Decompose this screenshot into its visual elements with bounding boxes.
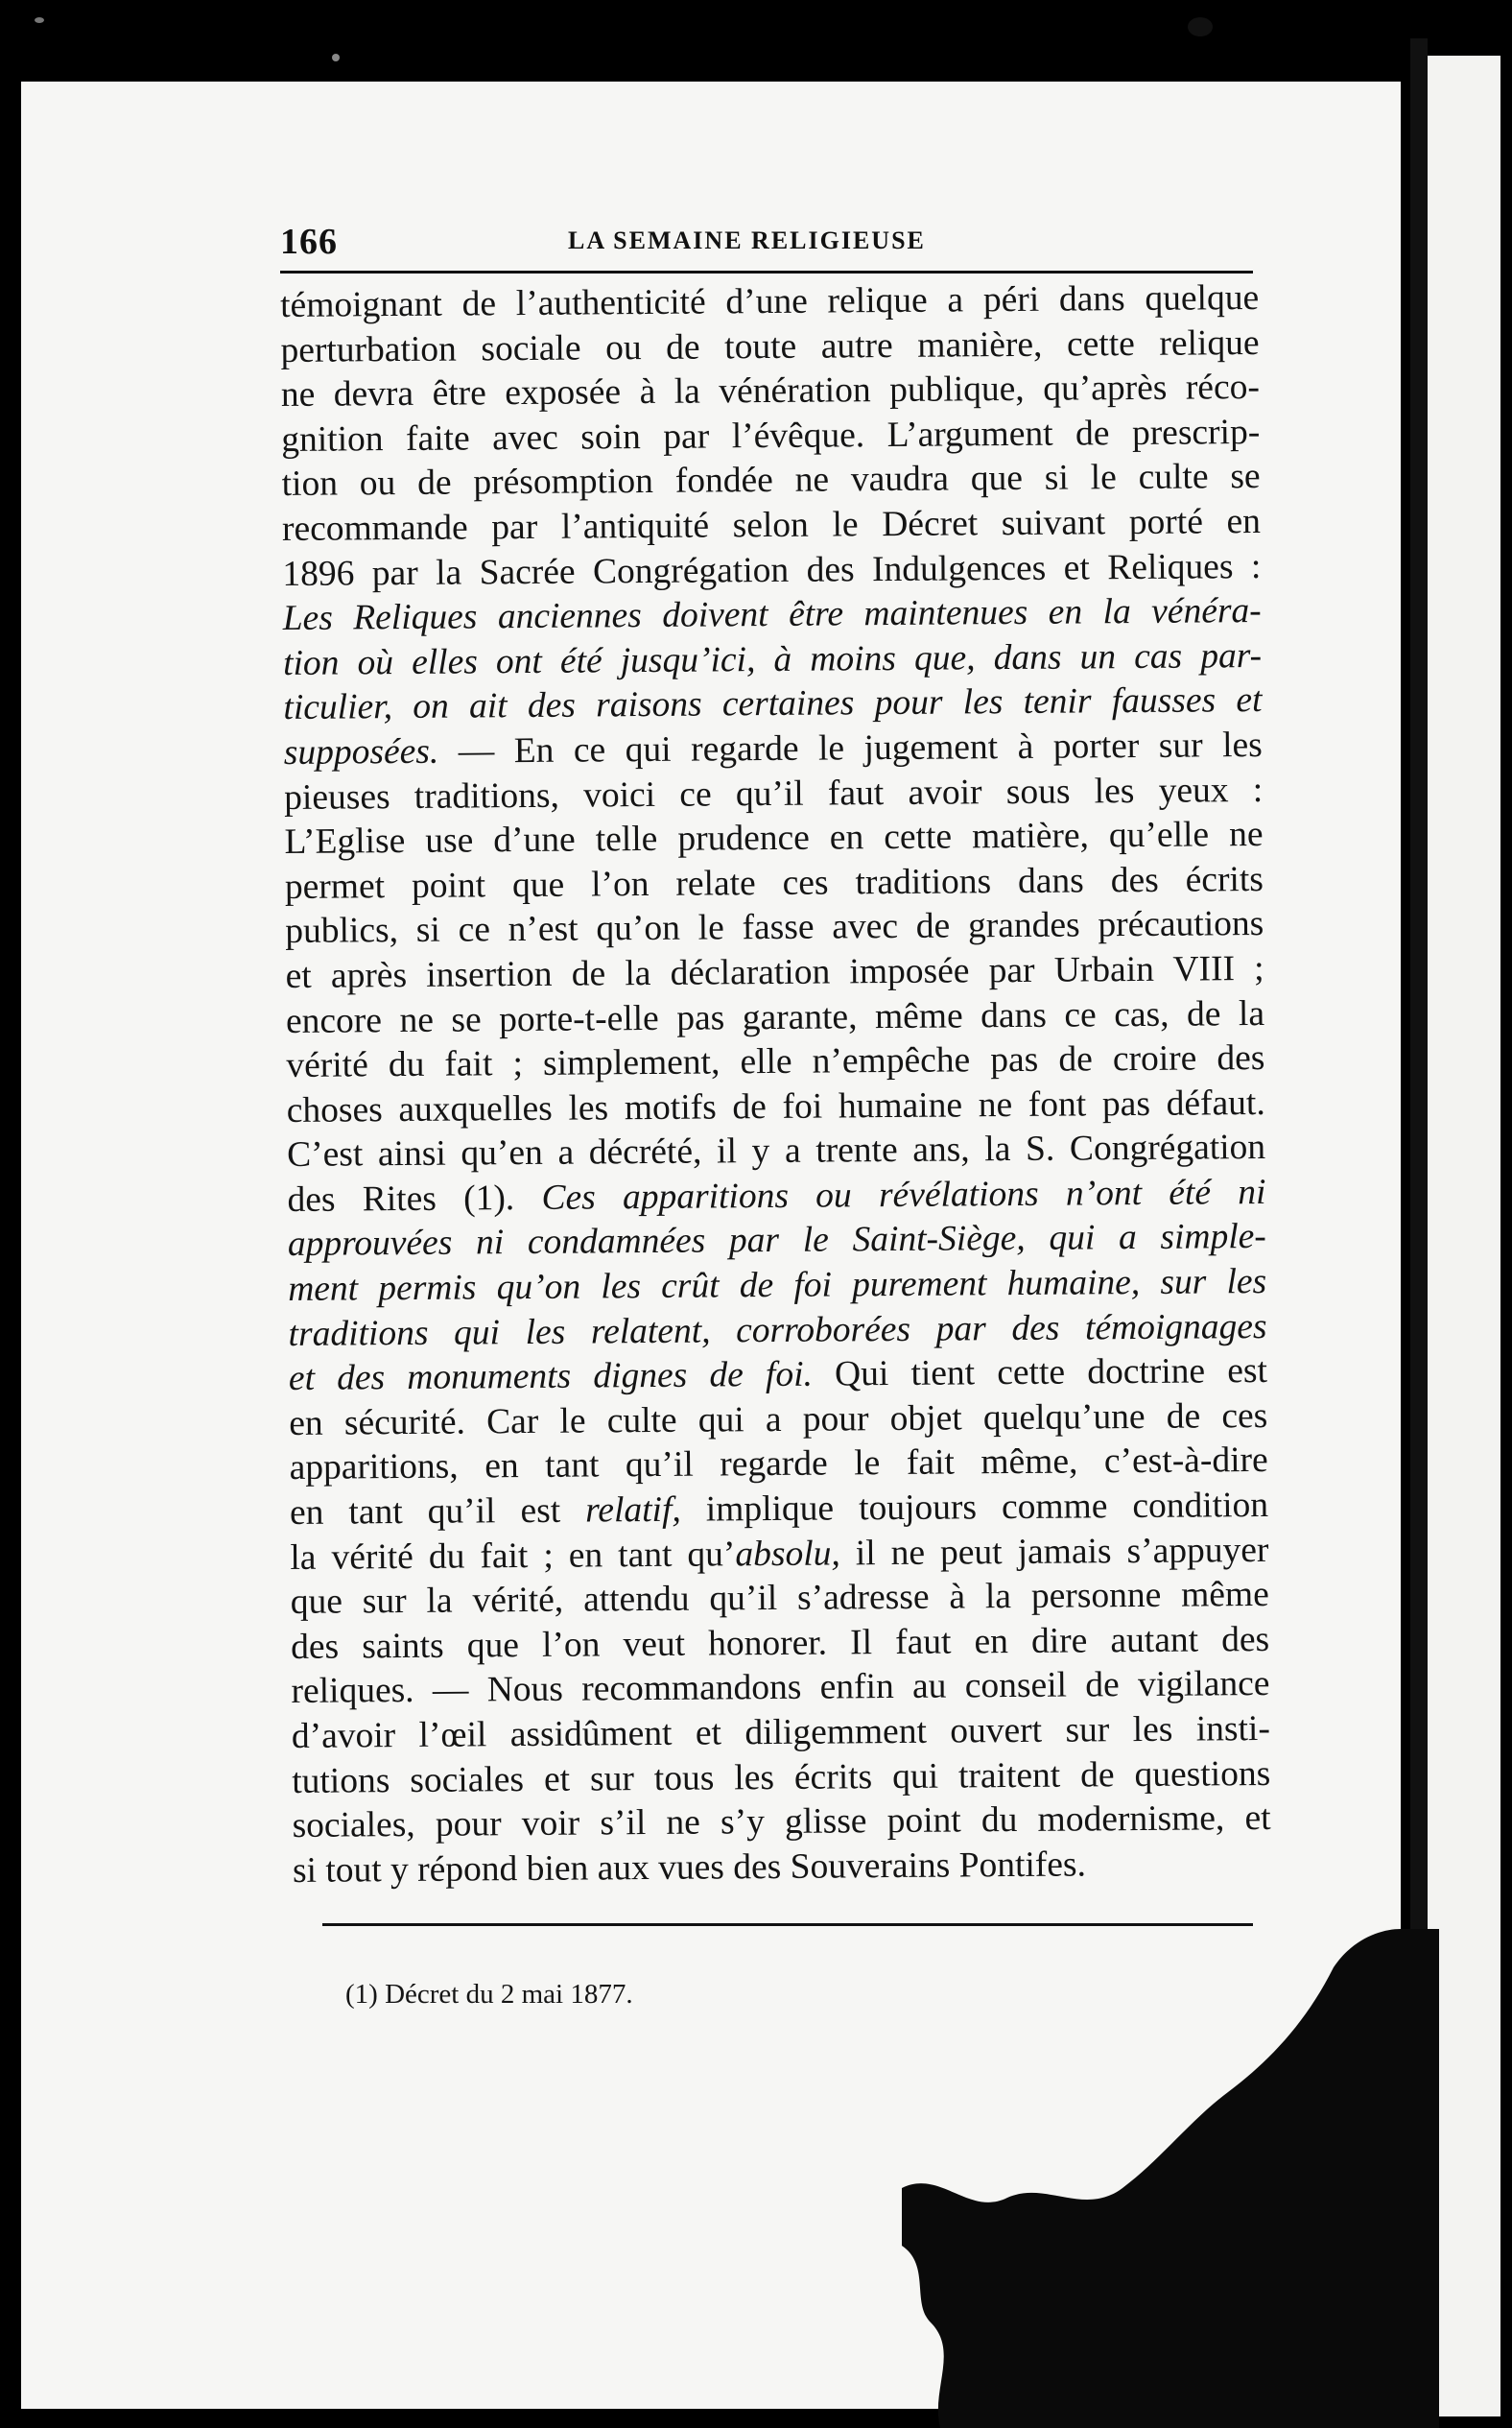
page-number: 166 <box>280 222 338 262</box>
italic-text: et des monuments dignes de foi. <box>288 1354 814 1399</box>
footnote: (1) Décret du 2 mai 1877. <box>345 1979 633 2010</box>
text-run: implique toujours comme condition <box>680 1485 1269 1530</box>
text-line <box>286 991 1264 1044</box>
text-run: que sur la vérité, attendu qu’il s’adresse à la personne même <box>290 1575 1269 1623</box>
italic-text: supposées. <box>283 731 439 773</box>
text-run: en sécurité. Car le culte qui a pour objet quelqu’une de ces <box>289 1395 1268 1443</box>
text-line <box>284 813 1263 866</box>
italic-text: tion où elles ont été jusqu’ici, à moins que, dans un cas par- <box>282 635 1263 683</box>
text-line <box>285 947 1264 1000</box>
italic-text: Ces apparitions ou révélations n’ont été ni <box>541 1172 1266 1218</box>
text-run: — En ce qui regarde le jugement à porter sur les <box>438 725 1263 772</box>
text-line <box>291 1662 1269 1715</box>
text-run: la vérité du fait ; en tant qu’ <box>290 1534 736 1578</box>
text-line <box>288 1305 1266 1358</box>
text-run: des Rites (1). <box>287 1178 542 1220</box>
text-run: tion ou de présomption fondée ne vaudra que si le culte se <box>281 457 1261 505</box>
text-line <box>287 1126 1265 1178</box>
text-line <box>282 500 1261 553</box>
text-line <box>285 858 1264 911</box>
text-run: 1896 par la Sacrée Congrégation des Indulgences et Reliques : <box>282 546 1262 594</box>
body-text <box>280 276 1271 1893</box>
italic-text: relatif, <box>584 1489 681 1531</box>
italic-text: ment permis qu’on les crût de foi purement humaine, sur les <box>288 1262 1267 1310</box>
text-run: apparitions, en tant qu’il regarde le fait même, c’est-à-dire <box>289 1440 1268 1488</box>
text-run: en tant qu’il est <box>289 1490 586 1533</box>
page-damage-stain <box>902 1929 1439 2428</box>
text-line <box>290 1529 1268 1582</box>
text-run: pieuses traditions, voici ce qu’il faut avoir sous les yeux : <box>284 770 1264 818</box>
text-run: C’est ainsi qu’en a décrété, il y a trente ans, la S. Congrégation <box>286 1128 1266 1176</box>
text-line <box>284 769 1263 821</box>
text-run: gnition faite avec soin par l’évêque. L’argument de prescrip- <box>281 412 1261 460</box>
text-line <box>281 411 1260 464</box>
text-run: perturbation sociale ou de toute autre manière, cette relique <box>280 322 1260 370</box>
text-line <box>291 1618 1269 1671</box>
text-line <box>281 455 1260 508</box>
speck <box>1188 17 1213 36</box>
text-line <box>290 1439 1268 1491</box>
header-rule <box>280 271 1253 274</box>
text-line <box>287 1082 1265 1134</box>
italic-text: absolu, <box>735 1534 840 1574</box>
text-run: Qui tient cette doctrine est <box>812 1351 1268 1394</box>
text-run: d’avoir l’œil assidûment et diligemment ouvert sur les insti- <box>291 1708 1271 1756</box>
text-line <box>282 545 1261 598</box>
text-run: recommande par l’antiquité selon le Décret suivant porté en <box>281 501 1262 549</box>
text-run: il ne peut jamais s’appuyer <box>839 1530 1269 1574</box>
text-line <box>283 589 1262 642</box>
text-run: ne devra être exposée à la vénération publique, qu’après réco- <box>280 368 1261 416</box>
text-line <box>285 902 1264 955</box>
text-line <box>292 1707 1270 1760</box>
text-run: encore ne se porte-t-elle pas garante, même dans ce cas, de la <box>285 993 1265 1041</box>
text-run: reliques. — Nous recommandons enfin au conseil de vigilance <box>291 1664 1270 1712</box>
italic-text: approuvées ni condamnées par le Saint-Siège, qui a simple- <box>287 1217 1266 1265</box>
text-line <box>280 276 1259 329</box>
text-line <box>291 1573 1269 1626</box>
text-run: témoignant de l’authenticité d’une relique a péri dans quelque <box>280 277 1260 325</box>
page-header <box>280 213 1253 267</box>
text-run: et après insertion de la déclaration imposée par Urbain VIII ; <box>285 948 1264 996</box>
text-line <box>289 1349 1267 1402</box>
text-run: vérité du fait ; simplement, elle n’empêche pas de croire des <box>286 1038 1265 1086</box>
text-line <box>292 1752 1270 1805</box>
text-line <box>281 366 1260 418</box>
text-run: publics, si ce n’est qu’on le fasse avec de grandes précautions <box>285 904 1264 952</box>
text-line <box>283 678 1262 731</box>
text-line <box>288 1215 1266 1268</box>
text-line <box>290 1484 1268 1536</box>
text-line <box>287 1171 1265 1224</box>
footnote-rule <box>322 1923 1253 1926</box>
text-run: permet point que l’on relate ces traditions dans des écrits <box>284 859 1264 907</box>
running-title: LA SEMAINE RELIGIEUSE <box>568 226 926 254</box>
text-run: si tout y répond bien aux vues des Souverains Pontifes. <box>292 1845 1087 1891</box>
text-run: tutions sociales et sur tous les écrits qui traitent de questions <box>292 1753 1271 1801</box>
speck <box>332 54 340 61</box>
text-line <box>293 1842 1271 1894</box>
italic-text: Les Reliques anciennes doivent être maintenues en la vénéra- <box>282 591 1262 639</box>
text-line <box>283 634 1262 687</box>
text-line <box>289 1394 1267 1447</box>
text-run: L’Eglise use d’une telle prudence en cette matière, qu’elle ne <box>284 815 1264 863</box>
italic-text: traditions qui les relatent, corroborées par des témoignages <box>288 1306 1267 1354</box>
text-line <box>292 1797 1270 1849</box>
text-run: sociales, pour voir s’il ne s’y glisse point du modernisme, et <box>292 1798 1271 1846</box>
text-line <box>280 321 1259 374</box>
text-line <box>284 724 1263 776</box>
italic-text: ticulier, on ait des raisons certaines pour les tenir fausses et <box>283 680 1263 728</box>
text-line <box>288 1260 1266 1313</box>
text-run: choses auxquelles les motifs de foi humaine ne font pas défaut. <box>286 1083 1265 1131</box>
speck <box>35 17 44 23</box>
text-line <box>286 1036 1264 1089</box>
text-run: des saints que l’on veut honorer. Il faut en dire autant des <box>290 1619 1270 1667</box>
